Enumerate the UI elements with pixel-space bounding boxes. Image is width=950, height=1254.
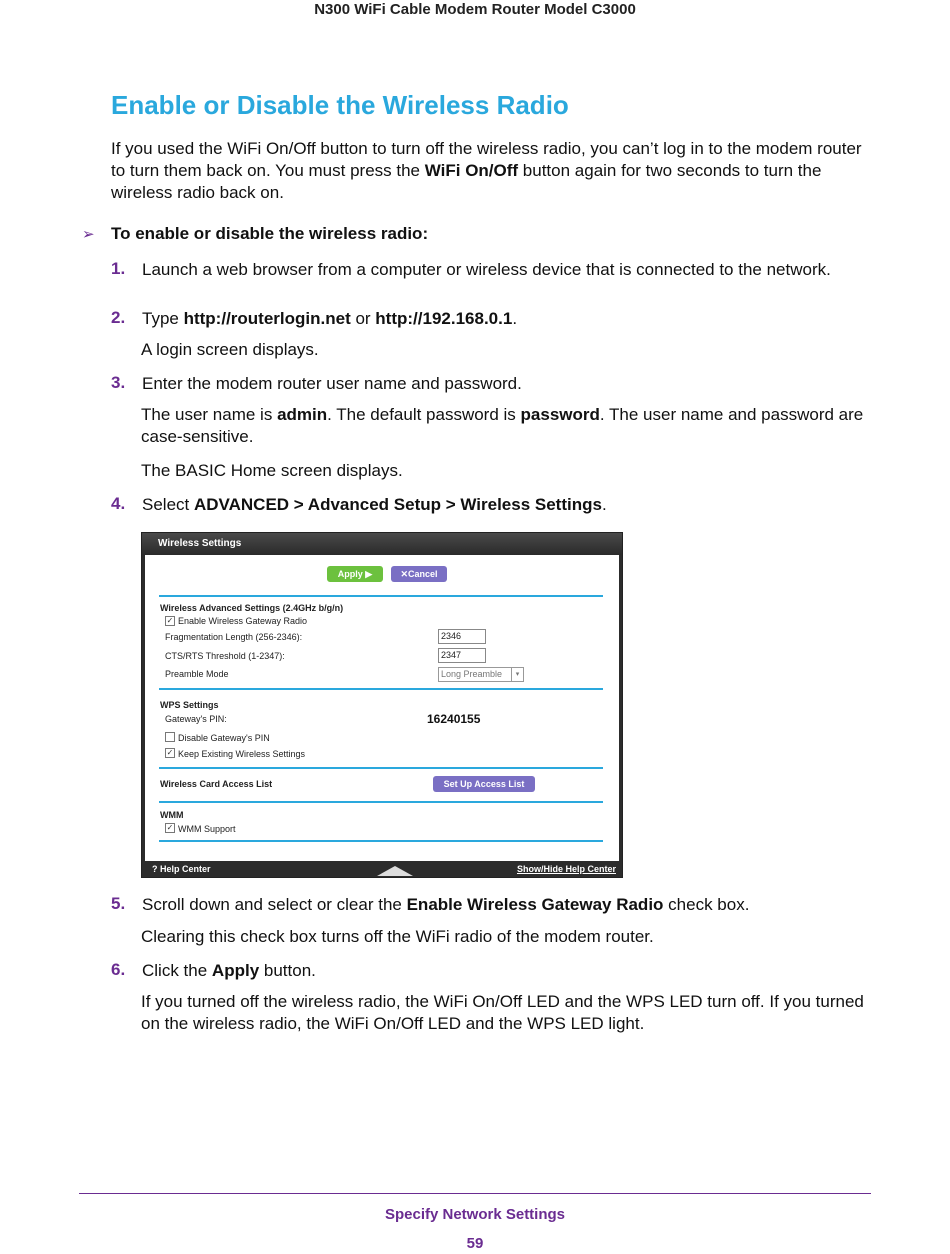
procedure-heading bbox=[82, 224, 428, 244]
footer-divider bbox=[79, 1193, 871, 1194]
fragmentation-input[interactable]: 2346 bbox=[438, 629, 486, 644]
pin-value: 16240155 bbox=[427, 712, 481, 726]
enable-radio-checkbox[interactable]: ✓ bbox=[166, 616, 174, 625]
wmm-support-label: WMM Support bbox=[178, 824, 236, 834]
screenshot-body bbox=[145, 555, 619, 861]
intro-paragraph: If you used the WiFi On/Off button to turn off the wireless radio, you can’t log in to the modem router to turn them back on. You must press the WiFi On/Off button again for two seconds to turn the wireless radio back on. bbox=[111, 139, 862, 202]
step-number: 5. bbox=[111, 894, 126, 913]
step-text: Type http://routerlogin.net or http://192.168.0.1. bbox=[142, 309, 518, 328]
section-divider bbox=[159, 801, 603, 803]
screenshot-titlebar bbox=[142, 533, 622, 555]
step-number: 3. bbox=[111, 373, 126, 392]
step-number: 6. bbox=[111, 960, 126, 979]
step-number: 4. bbox=[111, 494, 126, 513]
step-note: Clearing this check box turns off the WiFi radio of the modem router. bbox=[141, 927, 654, 946]
keep-existing-checkbox[interactable]: ✓ bbox=[166, 748, 174, 757]
help-center-link[interactable]: ? Help Center bbox=[152, 864, 211, 874]
step-text: Launch a web browser from a computer or wireless device that is connected to the network. bbox=[142, 260, 831, 279]
wmm-heading: WMM bbox=[160, 810, 184, 820]
running-header: N300 WiFi Cable Modem Router Model C3000 bbox=[314, 1, 636, 18]
step-note: The user name is admin. The default password is password. The user name and password are case-sensitive. bbox=[141, 405, 864, 446]
set-up-access-list-button[interactable]: Set Up Access List bbox=[433, 776, 535, 792]
step-number: 1. bbox=[111, 259, 126, 278]
preamble-select[interactable] bbox=[438, 667, 524, 682]
preamble-label: Preamble Mode bbox=[165, 669, 229, 679]
pin-label: Gateway's PIN: bbox=[165, 714, 227, 724]
access-list-label: Wireless Card Access List bbox=[160, 779, 273, 789]
disable-pin-label: Disable Gateway's PIN bbox=[178, 733, 270, 743]
preamble-value: Long Preamble bbox=[441, 669, 503, 679]
show-hide-help-link[interactable]: Show/Hide Help Center bbox=[516, 864, 616, 874]
step-text: Enter the modem router user name and password. bbox=[142, 374, 522, 393]
page-number: 59 bbox=[466, 1235, 484, 1252]
apply-button[interactable]: Apply ▶ bbox=[327, 566, 383, 582]
step-note: A login screen displays. bbox=[141, 340, 319, 359]
expand-triangle-icon[interactable] bbox=[377, 866, 413, 876]
step-note: If you turned off the wireless radio, the WiFi On/Off LED and the WPS LED turn off. If you turned on the wireless radio, the WiFi On/Off LED and the WPS LED light. bbox=[141, 992, 864, 1033]
cts-rts-input[interactable]: 2347 bbox=[438, 648, 486, 663]
section-divider bbox=[159, 767, 603, 769]
screenshot-title: Wireless Settings bbox=[158, 538, 242, 549]
section-title: Enable or Disable the Wireless Radio bbox=[111, 90, 569, 120]
footer-title: Specify Network Settings bbox=[384, 1206, 566, 1223]
section-divider bbox=[159, 595, 603, 597]
advanced-settings-heading: Wireless Advanced Settings (2.4GHz b/g/n) bbox=[160, 603, 344, 613]
chevron-down-icon: ▾ bbox=[511, 668, 523, 681]
cts-rts-label: CTS/RTS Threshold (1-2347): bbox=[165, 651, 285, 661]
procedure-title: To enable or disable the wireless radio: bbox=[111, 224, 429, 243]
section-divider bbox=[159, 840, 603, 842]
wireless-settings-screenshot bbox=[141, 532, 623, 878]
keep-existing-label: Keep Existing Wireless Settings bbox=[178, 749, 306, 759]
step-text: Click the Apply button. bbox=[142, 961, 316, 980]
step-note: The BASIC Home screen displays. bbox=[141, 461, 403, 480]
chevron-right-icon: ➢ bbox=[82, 226, 95, 243]
wmm-support-checkbox[interactable]: ✓ bbox=[166, 823, 174, 832]
section-divider bbox=[159, 688, 603, 690]
disable-pin-checkbox[interactable] bbox=[165, 732, 175, 742]
screenshot-footer bbox=[142, 861, 622, 877]
cancel-button[interactable]: ✕Cancel bbox=[391, 566, 447, 582]
enable-radio-label: Enable Wireless Gateway Radio bbox=[178, 616, 308, 626]
step-number: 2. bbox=[111, 308, 126, 327]
step-text: Select ADVANCED > Advanced Setup > Wireless Settings. bbox=[142, 495, 607, 514]
step-text: Scroll down and select or clear the Enable Wireless Gateway Radio check box. bbox=[142, 895, 750, 914]
fragmentation-label: Fragmentation Length (256-2346): bbox=[165, 632, 303, 642]
wps-heading: WPS Settings bbox=[160, 700, 219, 710]
